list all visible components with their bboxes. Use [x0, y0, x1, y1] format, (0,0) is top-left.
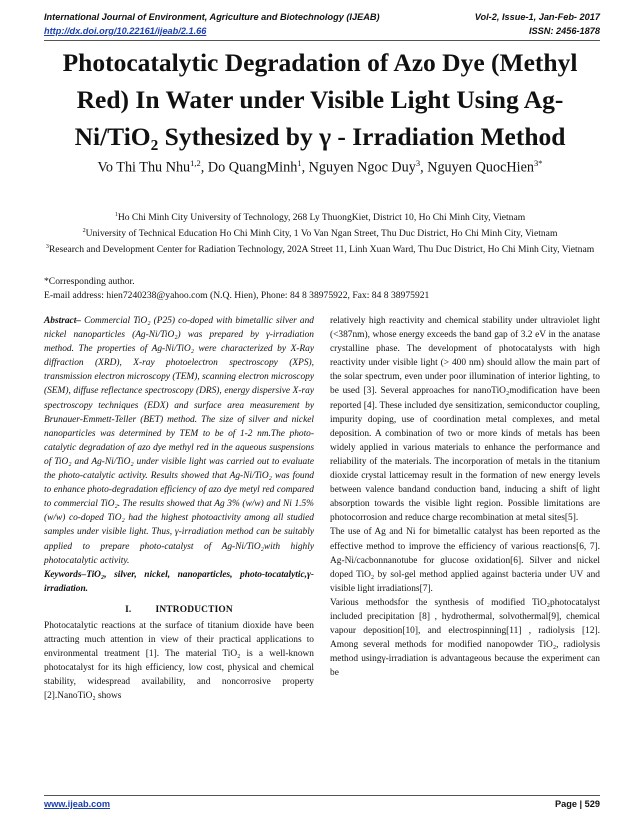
- abstract-text: Commercial TiO₂ (P25) co-doped with bimetallic silver and nickel nanoparticles (Ag-Ni/TiO₂) was prepared by γ-irradiation method. The properties of Ag-Ni/TiO₂ were characterized by X-Ray diffraction (XRD), X-ray photoelectron spectroscopy (XPS), transmission electron microscopy (TEM), scanning electron microscopy (SEM), diffuse reflectance spectroscopy (DRS), energy dispersive X-ray spectroscopy techniques (EDX) and surface area measurement by Brunauer-Emmett-Teller (BET) method. The size of silver and nickel nanoparticles was determined by TEM to be of 1-2 nm.The photo-catalytic degradation of azo dye methyl red in the aqueous suspensions of TiO₂ and Ag-Ni/TiO₂ under visible light was carried out to evaluate the photo-catalytic activity. Results showed that Ag-Ni/TiO₂ was found to enhance photo-degradation efficiency of azo dye metyl red compared to commercial TiO₂. The results showed that Ag 3% (w/w) and Ni 1.5% (w/w) co-doped TiO₂ had the highest photoactivity among all studied samples under visible light. Thus, γ-irradiation method can be suitably applied to prepare photo-catalyst of Ag-Ni/TiO₂with highly photocatalytic activity.: [44, 316, 314, 566]
- corresponding-author: [44, 275, 604, 302]
- journal-name: International Journal of Environment, Agriculture and Biotechnology (IJEAB): [44, 12, 380, 22]
- header-divider: [44, 40, 600, 41]
- corresponding-label: *Corresponding author.: [44, 276, 135, 287]
- footer-divider: [44, 795, 600, 796]
- author: Nguyen QuocHien: [427, 159, 534, 176]
- abstract: [44, 314, 314, 568]
- section-heading: [44, 603, 314, 617]
- affiliation-list: [40, 209, 600, 256]
- doi-link[interactable]: http://dx.doi.org/10.22161/ijeab/2.1.66: [44, 26, 207, 36]
- paper-title: Photocatalytic Degradation of Azo Dye (Methyl Red) In Water under Visible Light Using Ag-Ni/TiO₂ Sythesized by γ - Irradiation Method: [62, 48, 578, 151]
- author-list: Vo Thi Thu Nhu$^{1,2}$, Do QuangMinh$^1$, Nguyen Ngoc Duy$^3$, Nguyen QuocHien$^{3*}$: [97, 158, 543, 176]
- affiliation-mark: 2: [82, 227, 86, 234]
- affiliation-mark: 3: [45, 243, 49, 250]
- right-column: [330, 314, 600, 680]
- author-affiliation-mark: 1,2: [190, 158, 201, 168]
- volume-issue: Vol-2, Issue-1, Jan-Feb- 2017: [474, 12, 600, 22]
- author-affiliation-mark: 1: [297, 158, 302, 168]
- author: Do QuangMinh: [207, 159, 298, 176]
- intro-paragraph: The use of Ag and Ni for bimetallic catalyst has been reported as the effective method to improve the efficiency of various reactions[6, 7]. Ag-Ni/cacbonnanotube for glucose oxidation[6]. Silver and nickel doped TiO₂ by sol-gel method applied against bacteria under UV and visible light irradiations[7].: [330, 527, 600, 594]
- section-title: INTRODUCTION: [155, 604, 233, 615]
- page-number: Page | 529: [555, 799, 600, 809]
- keywords: Keywords–TiO₂, silver, nickel, nanoparticles, photo-tocatalytic,γ-irradiation.: [44, 569, 314, 594]
- corresponding-contact: E-mail address: hien7240238@yahoo.com (N.Q. Hien), Phone: 84 8 38975922, Fax: 84 8 38975921: [44, 289, 430, 301]
- intro-paragraph: Photocatalytic reactions at the surface of titanium dioxide have been attracting much attention in view of their practical applications to environmental treatment [1]. The material TiO₂ is a well-known photocatalyst for its high efficiency, low cost, physical and chemical stability, widespread availability, and noncorrosive property [2].NanoTiO₂ shows: [44, 620, 314, 702]
- author: Nguyen Ngoc Duy: [308, 159, 416, 176]
- affiliation-text: Ho Chi Minh City University of Technology, 268 Ly ThuongKiet, District 10, Ho Chi Minh City, Vietnam: [117, 212, 526, 224]
- journal-header: [44, 10, 600, 38]
- left-column: [44, 314, 314, 704]
- journal-website-link[interactable]: www.ijeab.com: [44, 799, 111, 809]
- intro-paragraph: relatively high reactivity and chemical stability under ultraviolet light (<387nm), whose energy exceeds the band gap of 3.2 eV in the anatase crystalline phase. The development of photocatalysts with high reactivity under visible light (> 400 nm) should allow the main part of the solar spectrum, even under poor illumination of interior lighting, to be used [3]. Several approaches for nanoTiO₂modification have been reported [4]. These included dye sensitization, semiconductor coupling, impurity doping, use of coordination metal complexes, and metal deposition. A combination of two or more kinds of metals has been widely applied in various materials to enhance the performance and reliability of the materials. The incorporation of metals in the titanium dioxide crystal latticemay result in the formation of new energy levels between valence bandand conduction band, inducing a shift of light absorption towards the visible light region. Possible limitations are photocorrosion and reduce charge recombination at metal sites[5].: [330, 316, 600, 524]
- affiliation: [40, 241, 600, 257]
- page-footer: [44, 799, 600, 809]
- affiliation: [40, 225, 600, 241]
- author: Vo Thi Thu Nhu: [97, 159, 191, 176]
- intro-paragraph: Various methodsfor the synthesis of modified TiO₂photocatalyst included precipitation [8] , hydrothermal, solvothermal[9], chemical vapour deposition[10], and electrospinning[11] , radiolysis [12]. Among several methods for modified nanopowder TiO₂, radiolysis method usingγ-irradiation is advantageous because the experiment can be: [330, 597, 600, 679]
- affiliation-text: Research and Development Center for Radiation Technology, 202A Street 11, Linh Xuan Ward, Thu Duc District, Ho Chi Minh City, Vietnam: [48, 243, 595, 255]
- affiliation-mark: 1: [114, 212, 118, 218]
- issn: ISSN: 2456-1878: [529, 26, 600, 36]
- abstract-label: Abstract–: [44, 316, 81, 326]
- author-affiliation-mark: 3: [415, 158, 421, 168]
- section-number: I.: [125, 604, 132, 615]
- affiliation-text: University of Technical Education Ho Chi Minh City, 1 Vo Van Ngan Street, Thu Duc District, Ho Chi Minh City, Vietnam: [85, 227, 558, 239]
- affiliation: [40, 209, 600, 225]
- author-affiliation-mark: 3*: [533, 158, 543, 168]
